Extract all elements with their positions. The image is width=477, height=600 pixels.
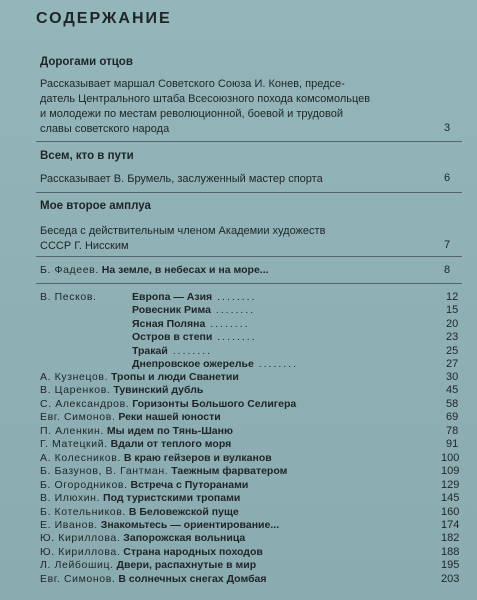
entry-author: В. Илюхин. <box>40 492 101 505</box>
entry-title: В солнечных снегах Домбая <box>118 572 267 585</box>
section-heading: Дорогами отцов <box>40 56 133 68</box>
page-number: 203 <box>441 572 460 585</box>
page-number: 91 <box>446 438 459 451</box>
toc-entry <box>40 479 248 493</box>
page-number: 160 <box>441 505 460 518</box>
entry-title: Знакомьтесь — ориентирование... <box>100 518 280 531</box>
page-number: 8 <box>444 264 451 276</box>
entry-author: Л. Лейбошиц. <box>40 559 114 572</box>
entry-author: А. Кузнецов. <box>40 371 109 383</box>
section-text-line: Рассказывает В. Брумель, заслуженный мастер спорта <box>40 173 323 185</box>
leader-dots: ........ <box>210 304 256 317</box>
page-number: 12 <box>446 291 459 303</box>
page-title: СОДЕРЖАНИЕ <box>36 10 172 27</box>
toc-entry <box>40 371 239 385</box>
entry-author: Б. Огородников. <box>40 478 128 491</box>
entry-author: Б. Фадеев. <box>40 264 99 276</box>
toc-entry <box>132 291 256 305</box>
toc-entry <box>40 411 221 425</box>
toc-entry <box>40 559 256 573</box>
divider <box>36 256 462 257</box>
page-number: 15 <box>446 304 459 317</box>
section-heading: Мое второе амплуа <box>40 200 151 212</box>
entry-author: А. Колесников. <box>40 451 121 464</box>
toc-entry <box>40 519 279 533</box>
toc-entry <box>40 398 296 412</box>
entry-title: В краю гейзеров и вулканов <box>123 451 272 464</box>
toc-entry <box>132 304 255 318</box>
toc-entry <box>40 384 203 398</box>
page-number: 78 <box>446 424 459 437</box>
entry-title: Вдали от теплого моря <box>110 438 232 451</box>
divider <box>36 141 462 142</box>
entry-title: Мы идем по Тянь-Шаню <box>106 424 233 437</box>
page-number: 23 <box>446 331 459 344</box>
entry-title: На земле, в небесах и на море... <box>101 264 269 276</box>
page-number: 100 <box>441 451 460 464</box>
page-number: 69 <box>446 411 459 424</box>
page-number: 58 <box>446 397 459 410</box>
toc-entry <box>40 452 272 466</box>
toc-entry <box>40 438 231 452</box>
entry-author: П. Аленкин. <box>40 424 104 437</box>
toc-entry <box>40 425 233 439</box>
entry-title: Встреча с Путоранами <box>130 478 249 491</box>
entry-author: Ю. Кириллова. <box>40 532 121 545</box>
entry-title: Запорожская вольница <box>123 532 246 545</box>
section-text-line: славы советского народа <box>40 123 170 135</box>
leader-dots: ........ <box>212 291 257 303</box>
leader-dots: ........ <box>205 317 250 330</box>
toc-entry <box>40 465 287 479</box>
toc-entry <box>40 546 263 560</box>
divider <box>36 283 462 284</box>
entry-title: Двери, распахнутые в мир <box>116 559 257 572</box>
toc-entry <box>132 345 212 359</box>
toc-entry <box>40 506 239 520</box>
page-number: 20 <box>446 317 459 330</box>
divider <box>36 192 462 193</box>
toc-entry <box>132 331 257 345</box>
entry-author: Ю. Кириллова. <box>40 545 121 558</box>
entry-title: Горизонты Большого Селигера <box>132 397 297 410</box>
page-number: 27 <box>446 358 459 370</box>
entry-title: Под туристскими тропами <box>103 492 241 505</box>
page-number: 182 <box>441 532 460 545</box>
page-number: 7 <box>444 239 451 251</box>
entry-title: Тракай <box>132 344 168 357</box>
leader-dots: ........ <box>167 344 213 357</box>
entry-title: Реки нашей юности <box>118 411 221 424</box>
leader-dots: ........ <box>212 331 257 344</box>
toc-entry <box>40 264 269 278</box>
entry-author: В. Царенков. <box>40 384 111 397</box>
page-number: 195 <box>441 559 460 572</box>
entry-title: Ясная Поляна <box>132 317 206 330</box>
toc-entry <box>40 532 245 546</box>
entry-title: В Беловежской пуще <box>128 505 239 518</box>
page-number: 6 <box>444 172 451 184</box>
page-number: 129 <box>441 478 460 491</box>
entry-title: Тувинский дубль <box>113 384 204 397</box>
entry-author: Б. Базунов, В. Гантман. <box>40 465 169 478</box>
page-number: 188 <box>441 545 460 558</box>
entry-author: Евг. Симонов. <box>40 411 116 424</box>
toc-entry <box>132 358 298 372</box>
entry-author: Евг. Симонов. <box>40 572 116 585</box>
toc-entry <box>40 573 267 587</box>
entry-author: Б. Котельников. <box>40 505 126 518</box>
page-number: 30 <box>446 371 459 383</box>
entry-title: Остров в степи <box>132 331 213 344</box>
entry-author: В. Песков. <box>40 291 97 303</box>
page-number: 145 <box>441 492 460 505</box>
leader-dots: ........ <box>253 358 299 370</box>
entry-author: Е. Иванов. <box>40 518 98 531</box>
section-heading: Всем, кто в пути <box>40 150 134 162</box>
toc-entry <box>40 492 240 506</box>
page-number: 174 <box>441 518 460 531</box>
page-number: 45 <box>446 384 459 397</box>
entry-title: Тропы и люди Сванетии <box>111 371 239 383</box>
page-number: 25 <box>446 344 459 357</box>
section-text-line: Рассказывает маршал Советского Союза И. Конев, предсе- <box>40 78 345 90</box>
section-text-line: датель Центрального штаба Всесоюзного похода комсомольцев <box>40 93 371 105</box>
toc-entry <box>132 318 250 332</box>
entry-title: Ровесник Рима <box>132 304 211 317</box>
page-number: 109 <box>441 465 460 478</box>
entry-author: Г. Матецкий. <box>40 438 108 451</box>
page-number: 3 <box>444 122 451 134</box>
entry-title: Страна народных походов <box>123 545 263 558</box>
entry-title: Днепровское ожерелье <box>132 358 254 370</box>
entry-title: Европа — Азия <box>132 291 213 303</box>
section-text-line: и молодежи по местам революционной, боевой и трудовой <box>40 108 344 120</box>
section-text-line: СССР Г. Нисским <box>40 240 129 252</box>
section-text-line: Беседа с действительным членом Академии художеств <box>40 225 326 237</box>
entry-title: Таежным фарватером <box>171 465 288 478</box>
entry-author: С. Александров. <box>40 397 130 410</box>
